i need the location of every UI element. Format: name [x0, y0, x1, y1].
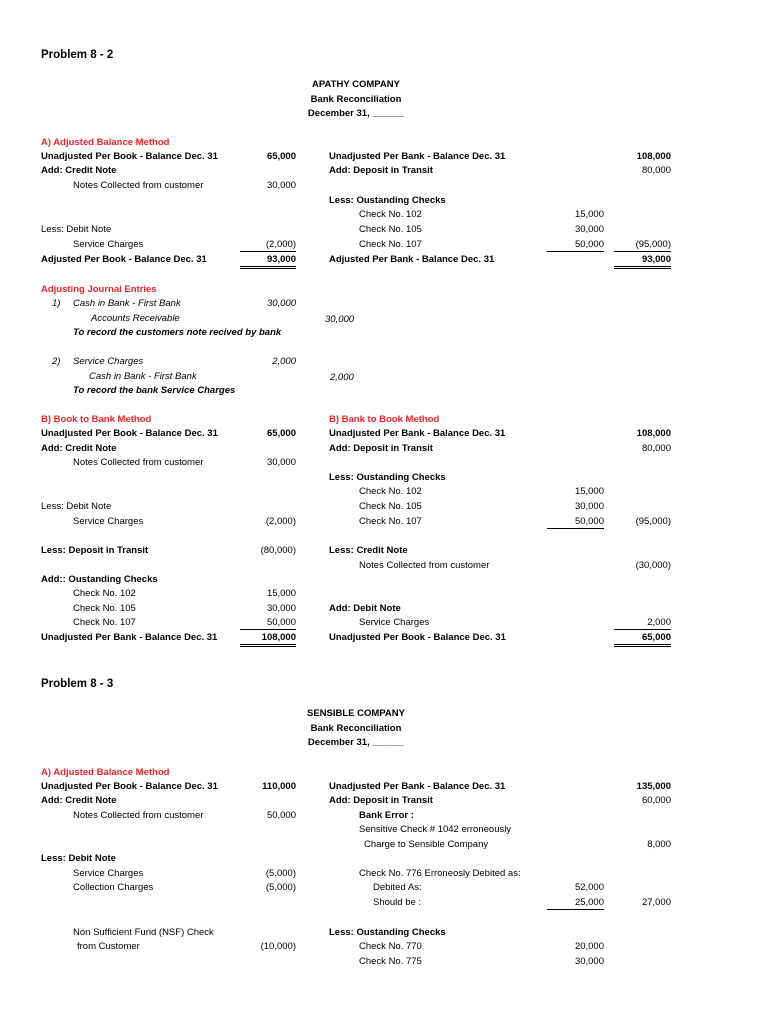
p83-debited-as-value: 52,000 — [574, 882, 604, 893]
check-105-label: Check No. 105 — [359, 224, 422, 235]
c-add-debit-note: Add: Debit Note — [329, 603, 401, 614]
service-charges-value: (2,000) — [240, 239, 296, 252]
aje-2-debit-value: 2,000 — [272, 356, 296, 367]
service-charges-label: Service Charges — [73, 239, 144, 250]
notes-collected-value: 30,000 — [266, 180, 296, 191]
p83-section-a-label: A) Adjusted Balance Method — [41, 767, 170, 778]
p83-error-line-2: Charge to Sensible Company — [364, 839, 489, 850]
c-unadjusted-book-value: 65,000 — [614, 632, 671, 647]
p83-debited-as-label: Debited As: — [373, 882, 422, 893]
b-check-107-label: Check No. 107 — [73, 617, 136, 628]
b-check-107-value: 50,000 — [240, 617, 296, 630]
problem-8-3-title: Problem 8 - 3 — [41, 678, 114, 690]
section-b-book-to-bank-label: B) Book to Bank Method — [41, 414, 152, 425]
c-notes-collected-label: Notes Collected from customer — [359, 560, 490, 571]
p83-bank-balance-label: Unadjusted Per Bank - Balance Dec. 31 — [329, 781, 506, 792]
c-check-105-label: Check No. 105 — [359, 501, 422, 512]
c-deposit-in-transit-value: 80,000 — [641, 443, 671, 454]
c-service-charges-label: Service Charges — [359, 617, 430, 628]
c-check-105-value: 30,000 — [574, 501, 604, 512]
check-107-label: Check No. 107 — [359, 239, 422, 250]
b-notes-collected-value: 30,000 — [266, 457, 296, 468]
p83-deposit-in-transit-value: 60,000 — [641, 795, 671, 806]
b-less-deposit-in-transit: Less: Deposit in Transit — [41, 545, 149, 556]
b-unadjusted-bank-value: 108,000 — [240, 632, 296, 647]
c-bank-balance-label: Unadjusted Per Bank - Balance Dec. 31 — [329, 428, 506, 439]
p83-should-be-label: Should be : — [373, 897, 422, 908]
p83-bank-error-label: Bank Error : — [359, 810, 414, 821]
c-bank-balance-value: 108,000 — [636, 428, 671, 439]
b-service-charges-label: Service Charges — [73, 516, 144, 527]
p83-nsf-value: (10,000) — [260, 941, 296, 952]
aje-2-description: To record the bank Service Charges — [73, 385, 236, 396]
b-book-balance-value: 65,000 — [266, 428, 296, 439]
c-check-107-value: 50,000 — [547, 516, 604, 529]
c-check-102-label: Check No. 102 — [359, 486, 422, 497]
p83-company-name: SENSIBLE COMPANY — [306, 708, 405, 719]
aje-2-number: 2) — [52, 356, 61, 367]
section-a-label: A) Adjusted Balance Method — [41, 137, 170, 148]
aje-1-debit-value: 30,000 — [266, 298, 296, 309]
aje-1-credit-value: 30,000 — [325, 314, 355, 325]
aje-label: Adjusting Journal Entries — [41, 284, 157, 295]
p83-less-debit-note: Less: Debit Note — [41, 853, 116, 864]
b-check-102-label: Check No. 102 — [73, 588, 136, 599]
bank-balance-value: 108,000 — [636, 151, 671, 162]
company-name: APATHY COMPANY — [312, 79, 400, 90]
aje-1-description: To record the customers note recived by bank — [73, 327, 282, 338]
c-add-deposit-in-transit: Add: Deposit in Transit — [329, 443, 433, 454]
adjusted-book-label: Adjusted Per Book - Balance Dec. 31 — [41, 254, 207, 265]
b-less-debit-note: Less: Debit Note — [41, 501, 112, 512]
p83-collection-charges-value: (5,000) — [265, 882, 296, 893]
b-unadjusted-bank-label: Unadjusted Per Bank - Balance Dec. 31 — [41, 632, 218, 643]
c-unadjusted-book-label: Unadjusted Per Book - Balance Dec. 31 — [329, 632, 506, 643]
section-b-bank-to-book-label: B) Bank to Book Method — [329, 414, 440, 425]
aje-1-credit: Accounts Receivable — [91, 313, 180, 324]
aje-2-debit: Service Charges — [73, 356, 144, 367]
check-102-value: 15,000 — [574, 209, 604, 220]
check-105-value: 30,000 — [574, 224, 604, 235]
deposit-in-transit-value: 80,000 — [641, 165, 671, 176]
aje-2-credit-value: 2,000 — [330, 372, 354, 383]
less-outstanding-checks: Less: Oustanding Checks — [329, 195, 446, 206]
p83-nsf-label-1: Non Sufficient Fund (NSF) Check — [73, 927, 214, 938]
b-less-deposit-in-transit-value: (80,000) — [260, 545, 296, 556]
notes-collected-label: Notes Collected from customer — [73, 180, 204, 191]
p83-service-charges-label: Service Charges — [73, 868, 144, 879]
p83-check-775-value: 30,000 — [574, 956, 604, 967]
p83-check-776-label: Check No. 776 Erroneosly Debited as: — [359, 868, 521, 879]
add-credit-note: Add: Credit Note — [41, 165, 117, 176]
problem-8-2-title: Problem 8 - 2 — [41, 49, 114, 61]
p83-bank-balance-value: 135,000 — [636, 781, 671, 792]
add-deposit-in-transit: Add: Deposit in Transit — [329, 165, 433, 176]
p83-check-770-value: 20,000 — [574, 941, 604, 952]
check-107-value: 50,000 — [547, 239, 604, 252]
b-check-105-label: Check No. 105 — [73, 603, 136, 614]
b-notes-collected-label: Notes Collected from customer — [73, 457, 204, 468]
p83-notes-collected-value: 50,000 — [266, 810, 296, 821]
p83-book-balance-label: Unadjusted Per Book - Balance Dec. 31 — [41, 781, 218, 792]
p83-report-title: Bank Reconciliation — [310, 723, 402, 734]
book-balance-label: Unadjusted Per Book - Balance Dec. 31 — [41, 151, 218, 162]
b-check-105-value: 30,000 — [266, 603, 296, 614]
aje-1-debit: Cash in Bank - First Bank — [73, 298, 181, 309]
check-102-label: Check No. 102 — [359, 209, 422, 220]
aje-2-credit: Cash in Bank - First Bank — [89, 371, 197, 382]
less-debit-note: Less: Debit Note — [41, 224, 112, 235]
report-title: Bank Reconciliation — [310, 94, 402, 105]
c-check-102-value: 15,000 — [574, 486, 604, 497]
p83-service-charges-value: (5,000) — [265, 868, 296, 879]
c-less-outstanding-checks: Less: Oustanding Checks — [329, 472, 446, 483]
c-notes-collected-value: (30,000) — [635, 560, 671, 571]
c-less-credit-note: Less: Credit Note — [329, 545, 408, 556]
p83-nsf-label-2: from Customer — [77, 941, 140, 952]
adjusted-bank-value: 93,000 — [614, 254, 671, 269]
p83-error-value: 8,000 — [647, 839, 671, 850]
aje-1-number: 1) — [52, 298, 61, 309]
p83-add-deposit-in-transit: Add: Deposit in Transit — [329, 795, 433, 806]
adjusted-book-value: 93,000 — [240, 254, 296, 269]
bank-balance-label: Unadjusted Per Bank - Balance Dec. 31 — [329, 151, 506, 162]
c-outstanding-total: (95,000) — [635, 516, 671, 527]
p83-book-balance-value: 110,000 — [262, 781, 296, 792]
b-book-balance-label: Unadjusted Per Book - Balance Dec. 31 — [41, 428, 218, 439]
p83-add-credit-note: Add: Credit Note — [41, 795, 117, 806]
b-service-charges-value: (2,000) — [265, 516, 296, 527]
c-service-charges-value: 2,000 — [614, 617, 671, 630]
p83-report-date: December 31, ______ — [307, 737, 405, 748]
outstanding-total: (95,000) — [614, 239, 671, 252]
adjusted-bank-label: Adjusted Per Bank - Balance Dec. 31 — [329, 254, 495, 265]
b-check-102-value: 15,000 — [266, 588, 296, 599]
p83-collection-charges-label: Collection Charges — [73, 882, 154, 893]
p83-check-770-label: Check No. 770 — [359, 941, 422, 952]
p83-should-be-value: 25,000 — [547, 897, 604, 910]
p83-check-775-label: Check No. 775 — [359, 956, 422, 967]
p83-less-outstanding-checks: Less: Oustanding Checks — [329, 927, 446, 938]
report-date: December 31, ______ — [307, 108, 405, 119]
b-add-credit-note: Add: Credit Note — [41, 443, 117, 454]
b-add-outstanding-checks: Add:: Oustanding Checks — [41, 574, 158, 585]
p83-notes-collected-label: Notes Collected from customer — [73, 810, 204, 821]
p83-error-line-1: Sensitive Check # 1042 erroneously — [359, 824, 512, 835]
c-check-107-label: Check No. 107 — [359, 516, 422, 527]
book-balance-value: 65,000 — [266, 151, 296, 162]
p83-difference-value: 27,000 — [641, 897, 671, 908]
